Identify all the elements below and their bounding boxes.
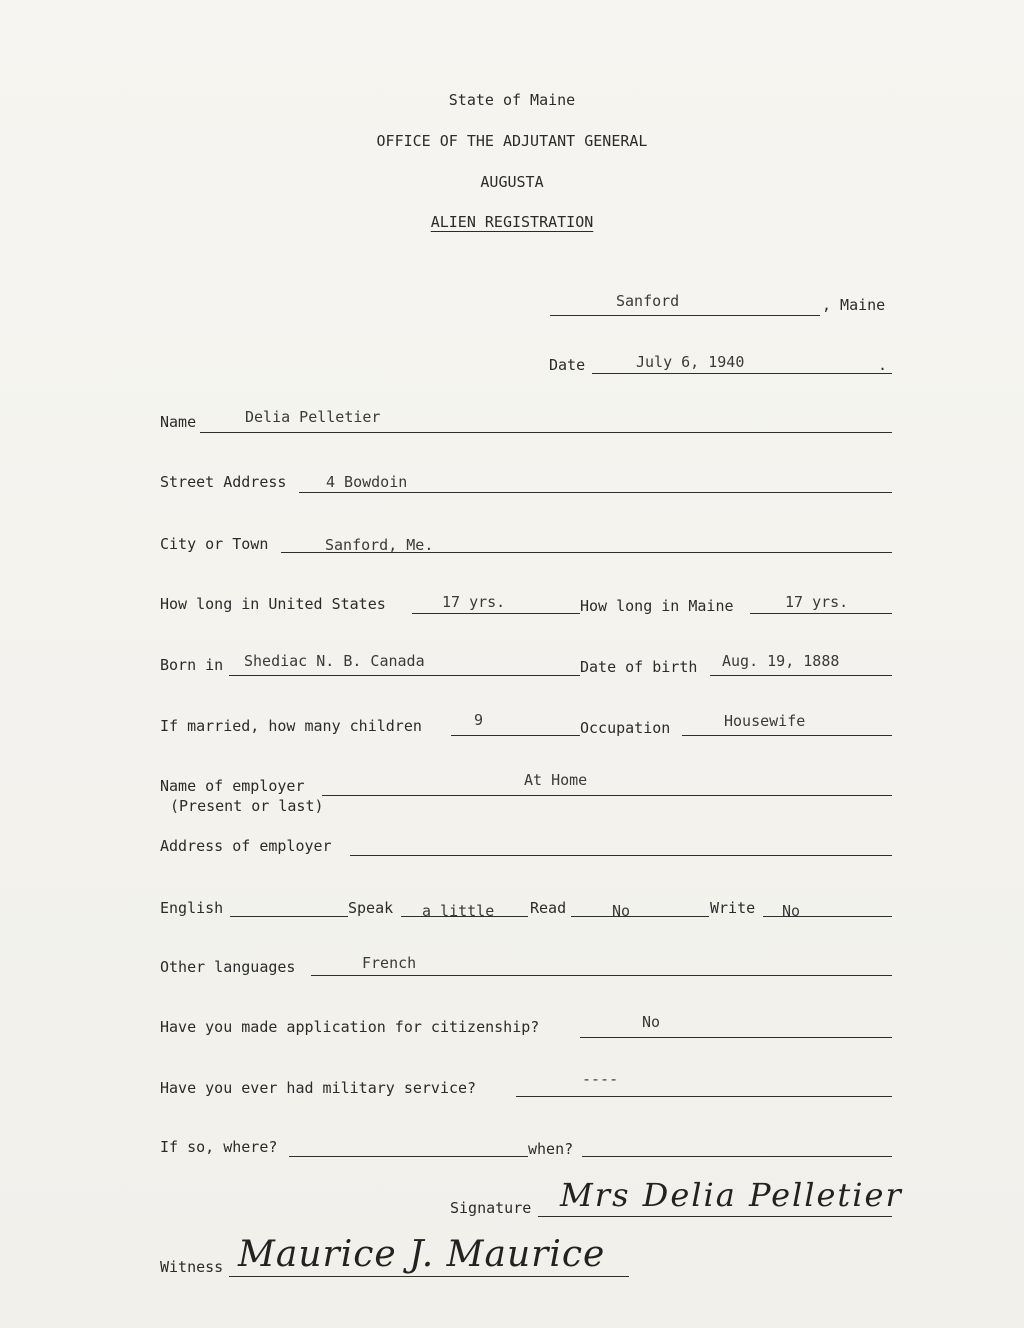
city-value: Sanford, Me. xyxy=(325,536,434,554)
english-label: English xyxy=(160,899,224,917)
city-heading: AUGUSTA xyxy=(480,173,544,191)
employer-sublabel: (Present or last) xyxy=(170,797,324,815)
born-label: Born in xyxy=(160,656,224,674)
occupation-label: Occupation xyxy=(580,719,671,737)
born-line xyxy=(229,675,580,676)
military-line xyxy=(516,1096,892,1097)
citizenship-value: No xyxy=(642,1013,661,1031)
witness-signature: Maurice J. Maurice xyxy=(238,1234,606,1275)
maine-time-label: How long in Maine xyxy=(580,597,734,615)
when-label: when? xyxy=(528,1140,574,1158)
born-value: Shediac N. B. Canada xyxy=(244,652,425,670)
dob-line xyxy=(710,675,892,676)
signature-line xyxy=(538,1216,892,1217)
where-label: If so, where? xyxy=(160,1138,278,1156)
employer-label: Name of employer xyxy=(160,777,305,795)
when-line xyxy=(582,1156,892,1157)
employer-address-label: Address of employer xyxy=(160,837,332,855)
employer-line xyxy=(322,795,892,796)
maine-time-line xyxy=(750,613,892,614)
street-value: 4 Bowdoin xyxy=(326,473,408,491)
witness-label: Witness xyxy=(160,1258,224,1276)
name-line xyxy=(200,432,892,433)
place-line xyxy=(550,315,820,316)
street-line xyxy=(299,492,892,493)
children-label: If married, how many children xyxy=(160,717,422,735)
other-languages-line xyxy=(311,975,892,976)
occupation-line xyxy=(682,735,892,736)
other-languages-value: French xyxy=(362,954,417,972)
occupation-value: Housewife xyxy=(724,712,806,730)
read-value: No xyxy=(612,902,631,920)
employer-address-line xyxy=(350,855,892,856)
read-label: Read xyxy=(530,899,567,917)
us-time-label: How long in United States xyxy=(160,595,386,613)
read-line xyxy=(571,916,709,917)
date-line xyxy=(592,373,892,374)
military-value: ---- xyxy=(582,1070,619,1088)
english-line xyxy=(230,916,348,917)
place-value: Sanford xyxy=(616,292,680,310)
citizenship-label: Have you made application for citizenship? xyxy=(160,1018,540,1036)
speak-value: a little xyxy=(422,902,495,920)
witness-line xyxy=(229,1276,629,1277)
citizenship-line xyxy=(580,1037,892,1038)
name-value: Delia Pelletier xyxy=(245,408,381,426)
us-time-value: 17 yrs. xyxy=(442,593,506,611)
children-value: 9 xyxy=(474,711,484,729)
us-time-line xyxy=(412,613,580,614)
dob-value: Aug. 19, 1888 xyxy=(722,652,840,670)
form-title: ALIEN REGISTRATION xyxy=(430,213,594,231)
office-heading: OFFICE OF THE ADJUTANT GENERAL xyxy=(376,132,648,150)
signature-value: Mrs Delia Pelletier xyxy=(560,1176,903,1214)
name-label: Name xyxy=(160,413,197,431)
write-label: Write xyxy=(710,899,756,917)
date-value: July 6, 1940 xyxy=(636,353,745,371)
date-end: . xyxy=(878,356,888,374)
state-heading: State of Maine xyxy=(448,91,576,109)
employer-value: At Home xyxy=(524,771,588,789)
street-label: Street Address xyxy=(160,473,287,491)
other-languages-label: Other languages xyxy=(160,958,296,976)
speak-label: Speak xyxy=(348,899,394,917)
city-label: City or Town xyxy=(160,535,269,553)
dob-label: Date of birth xyxy=(580,658,698,676)
military-label: Have you ever had military service? xyxy=(160,1079,477,1097)
date-label: Date xyxy=(549,356,586,374)
where-line xyxy=(289,1156,528,1157)
children-line xyxy=(451,735,580,736)
signature-label: Signature xyxy=(450,1199,532,1217)
place-suffix: , Maine xyxy=(822,296,886,314)
write-value: No xyxy=(782,902,801,920)
maine-time-value: 17 yrs. xyxy=(785,593,849,611)
